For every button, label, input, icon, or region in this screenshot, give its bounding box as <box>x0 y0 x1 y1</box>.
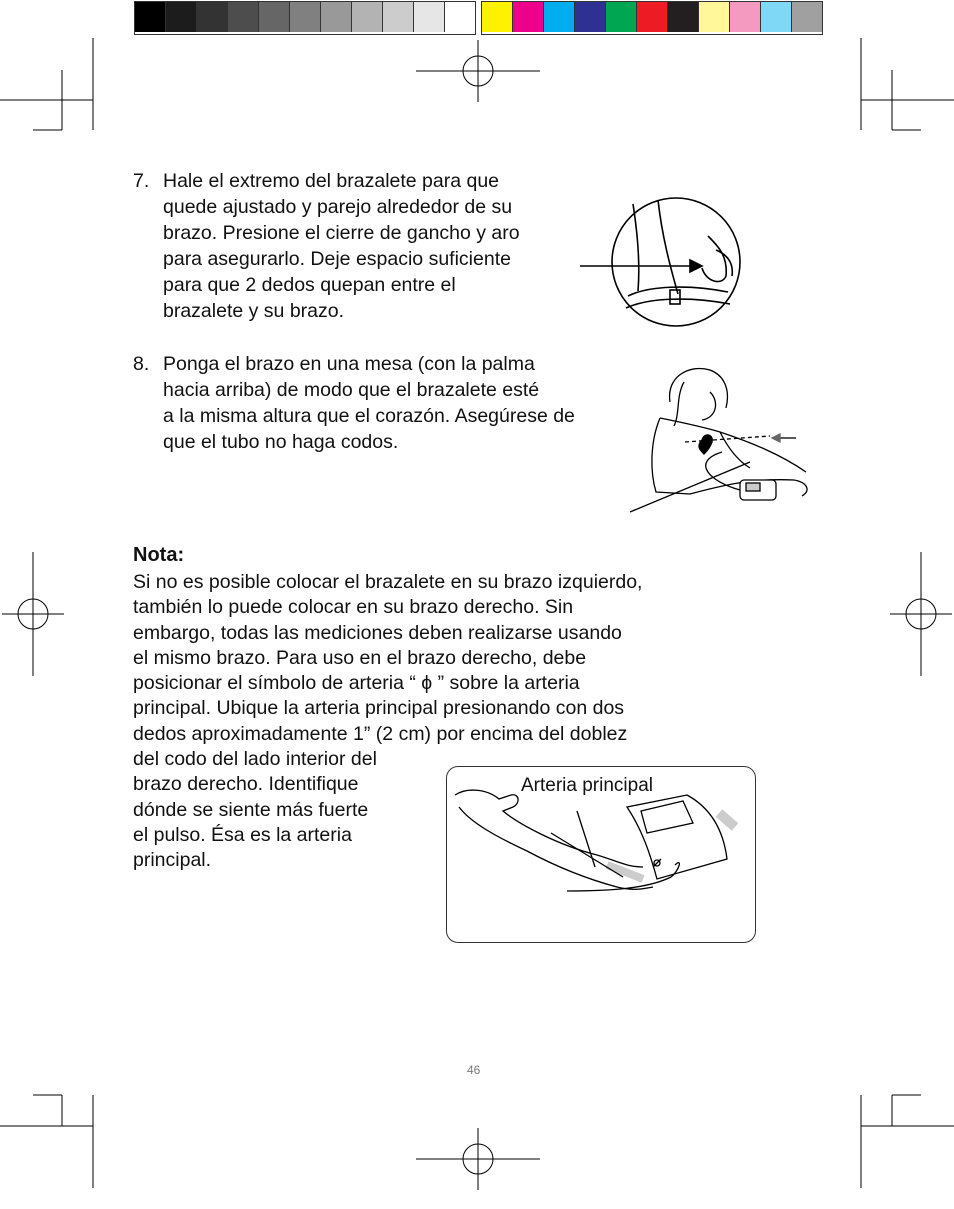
cuff-tightening-illustration <box>578 196 742 330</box>
step-7 <box>133 168 573 328</box>
step-8 <box>133 351 623 461</box>
arm-cuff-illustration <box>447 767 755 942</box>
note-body: Si no es posible colocar el brazalete en su brazo izquierdo, también lo puede colocar en su brazo derecho. Sin embargo, todas las mediciones deben realizarse usando el mismo brazo. Para uso en el brazo derecho, debe posicionar el símbolo de arteria “ ϕ ” sobre la arteria principal. Ubique la arteria principal presionando con dos dedos aproximadamente 1” (2 cm) por encima del doblez del codo del lado interior del brazo derecho. Identifique dónde se siente más fuerte el pulso. Ésa es la arteria principal. <box>133 571 643 872</box>
seated-posture-illustration <box>630 362 816 514</box>
artery-label: Arteria principal <box>521 775 653 796</box>
registration-target-bottom <box>416 1128 540 1190</box>
note-heading: Nota: <box>133 544 185 566</box>
step-number: 8. <box>133 353 150 375</box>
artery-figure <box>446 766 756 943</box>
step-number: 7. <box>133 170 150 192</box>
step-text: Ponga el brazo en una mesa (con la palma hacia arriba) de modo que el brazalete esté a la misma altura que el corazón. Asegúrese de que el tubo no haga codos. <box>163 353 575 453</box>
registration-target-left <box>2 552 64 676</box>
registration-target-top <box>416 40 540 102</box>
step-text: Hale el extremo del brazalete para que quede ajustado y parejo alrededor de su brazo. Presione el cierre de gancho y aro para asegurarlo. Deje espacio suficiente para que 2 dedos quepan entre el brazalete y su brazo. <box>163 170 520 322</box>
page-number: 46 <box>467 1063 481 1077</box>
registration-target-right <box>890 552 952 676</box>
